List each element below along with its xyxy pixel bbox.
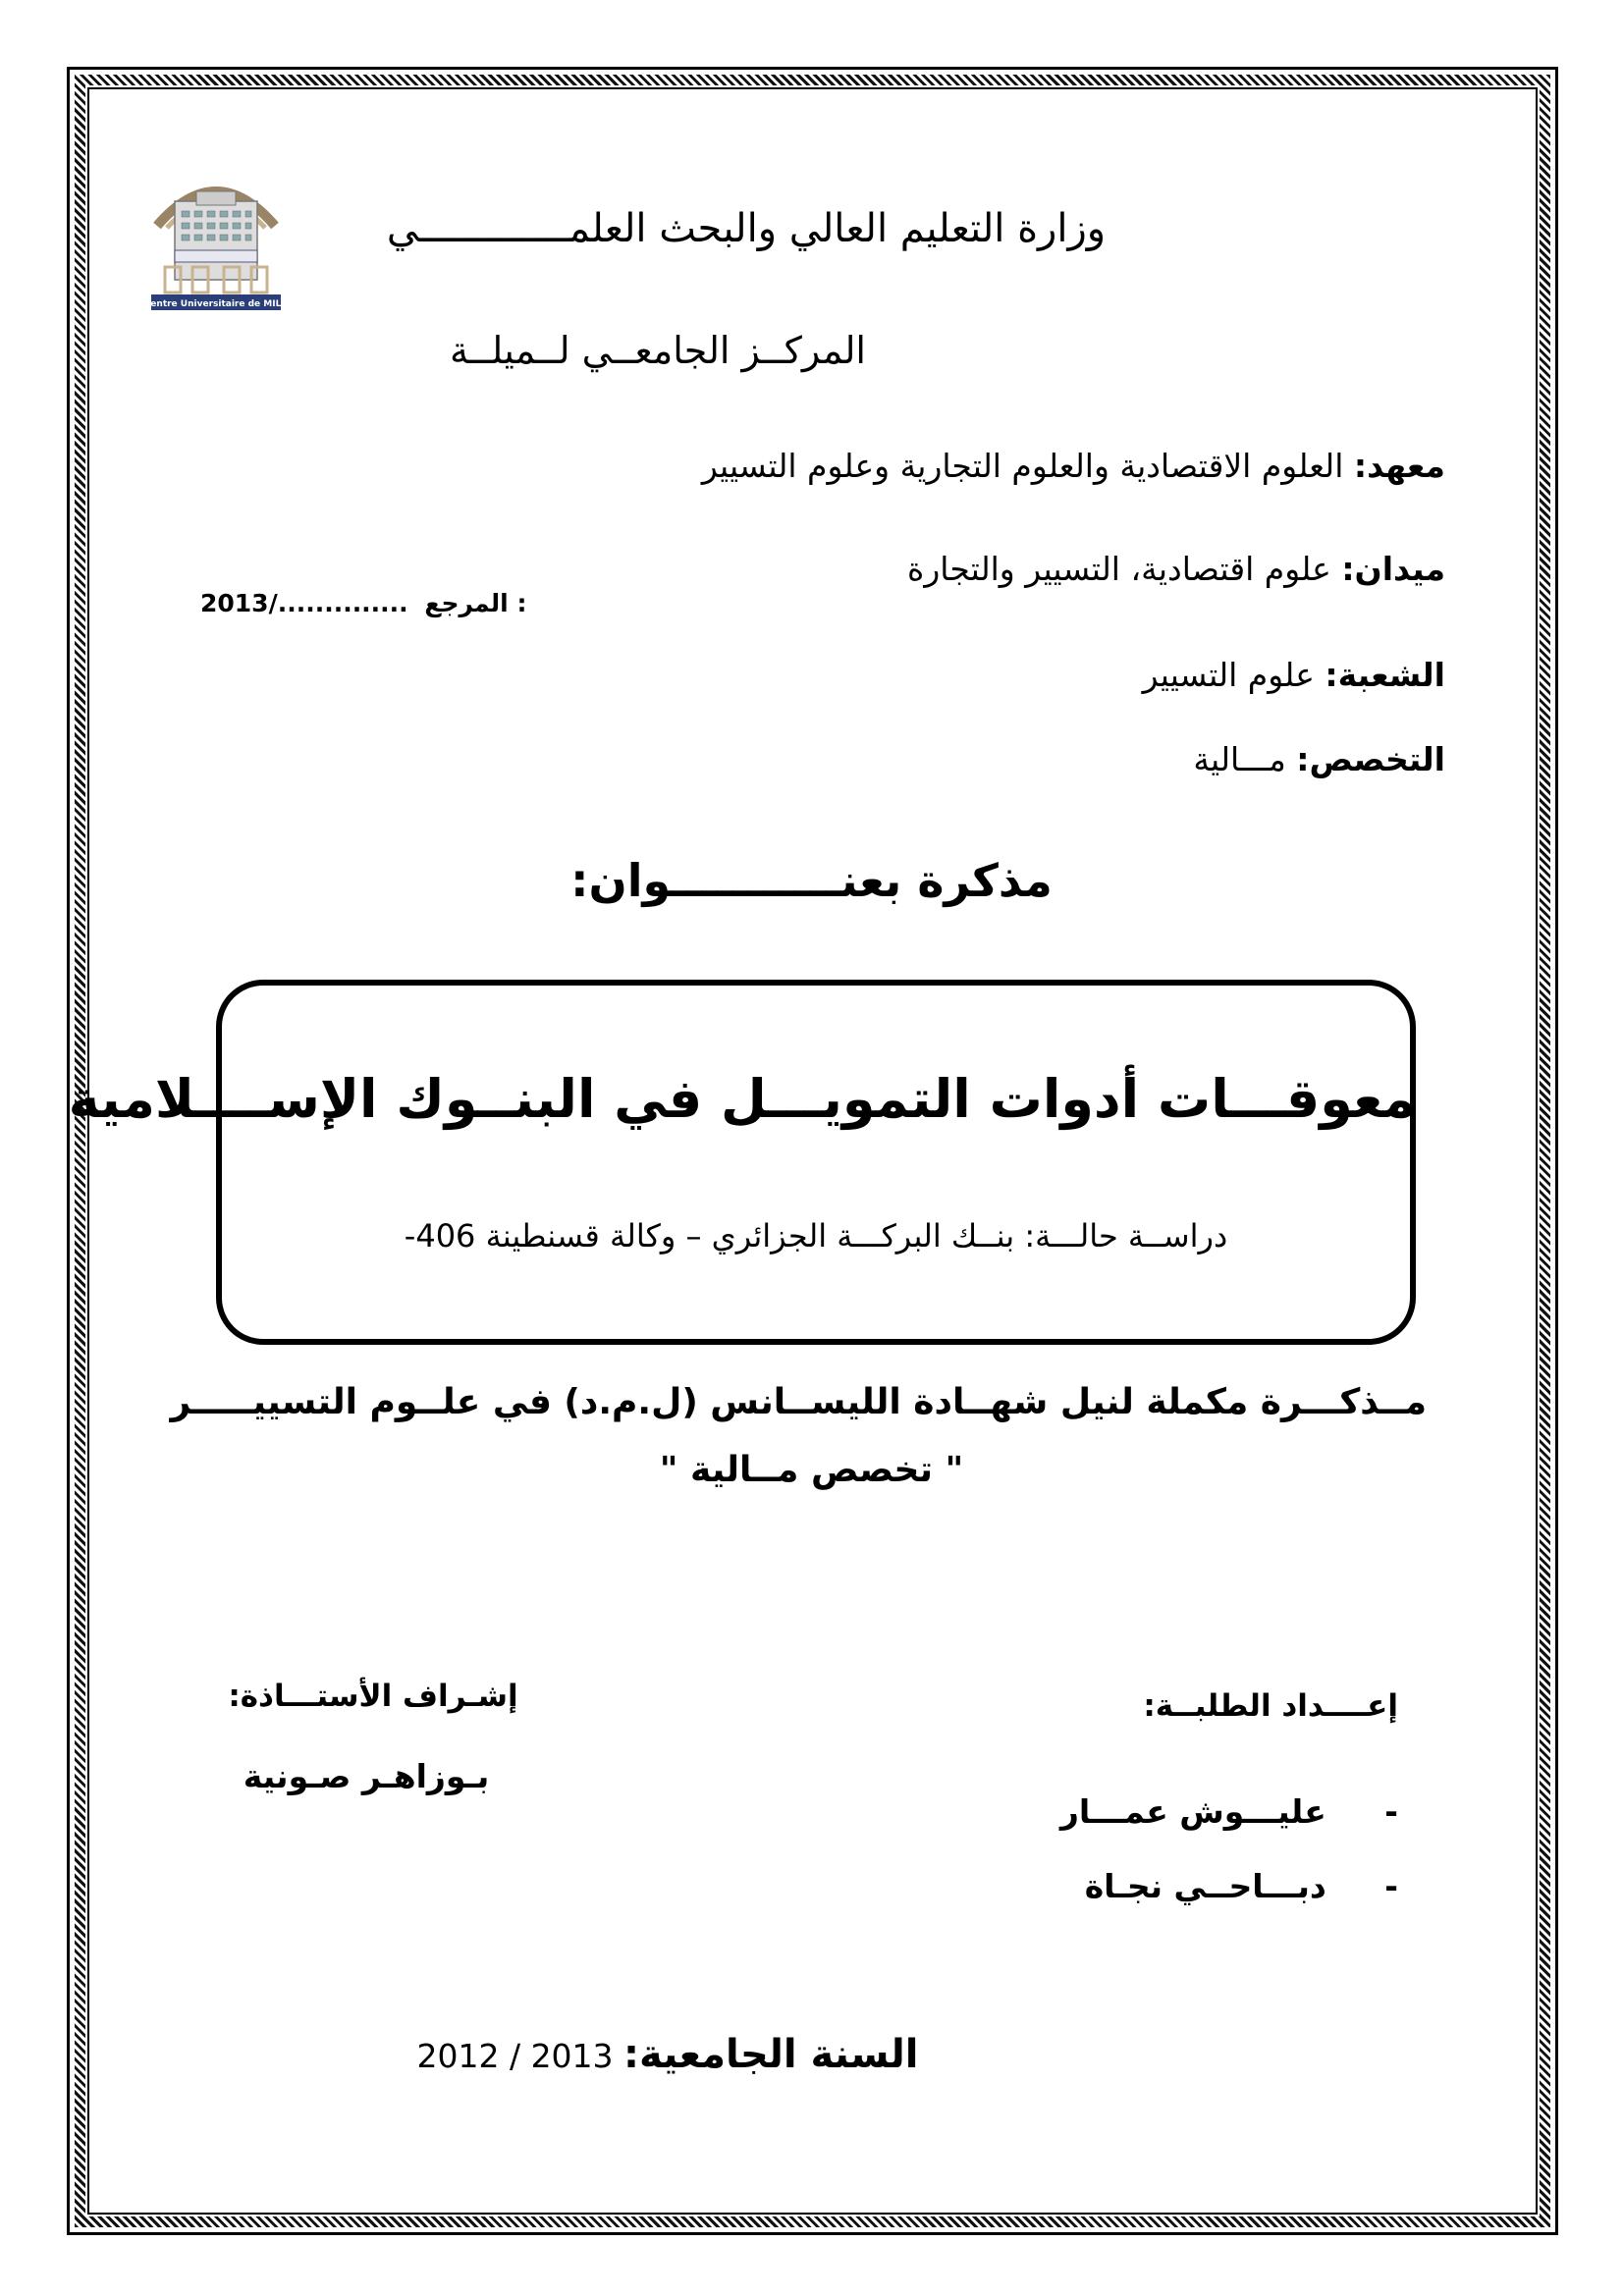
specialization-label: التخصص: (1296, 740, 1445, 778)
field-label: ميدان: (1341, 550, 1445, 588)
reference-value: 2013/.............. (200, 589, 408, 617)
branch-label: الشعبة: (1325, 656, 1445, 694)
student-name: عليـــوش عمـــار (1059, 1792, 1326, 1831)
institute-value: العلوم الاقتصادية والعلوم التجارية وعلوم التسيير (701, 447, 1344, 485)
supervisor-name: بـوزاهـر صـونية (243, 1757, 490, 1795)
reference-line (196, 589, 589, 617)
student-item (884, 1867, 1398, 1905)
field-line (295, 550, 1445, 588)
branch-line (295, 656, 1445, 694)
reference-label: المرجع : (424, 589, 527, 617)
bullet-dash: - (1384, 1867, 1398, 1905)
case-study: دراســة حالـــة: بنــك البركـــة الجزائري – وكالة قسنطينة 406- (404, 1217, 1228, 1255)
supervisor-label: إشـراف الأستـــاذة: (228, 1679, 518, 1714)
degree-statement: مــذكـــرة مكملة لنيل شهــادة الليســانس (ل.م.د) في علــوم التسييـــــر (170, 1382, 1427, 1422)
students-label: إعــــداد الطلبــة: (1143, 1688, 1398, 1724)
academic-year-line (295, 2032, 1041, 2077)
main-title: معوقـــات أدوات التمويـــل في البنــوك الإســــلامية (68, 1068, 1416, 1130)
bullet-dash: - (1384, 1792, 1398, 1831)
academic-year-value: 2012 / 2013 (416, 2037, 614, 2075)
student-item (884, 1792, 1398, 1831)
student-name: دبـــاحــي نجـاة (1084, 1867, 1326, 1905)
field-value: علوم اقتصادية، التسيير والتجارة (907, 550, 1331, 588)
university-center-name: المركــز الجامعــي لــميلــة (450, 329, 866, 372)
specialization-value: مـــالية (1193, 740, 1286, 778)
title-box (68, 980, 1416, 1345)
specialization-line (295, 740, 1445, 778)
svg-text:Centre Universitaire de MILA: Centre Universitaire de MILA (143, 299, 289, 309)
branch-value: علوم التسيير (1142, 656, 1315, 694)
academic-year-label: السنة الجامعية: (623, 2032, 919, 2077)
memo-title-label: مذكرة بعنـــــــــــوان: (570, 854, 1053, 907)
university-logo-icon (137, 157, 295, 314)
institute-label: معهد: (1353, 447, 1445, 485)
ministry-name: وزارة التعليم العالي والبحث العلمـــــــــــــي (386, 206, 1107, 251)
institute-line (295, 447, 1445, 485)
degree-specialization: " تخصص مــالية " (659, 1450, 964, 1490)
